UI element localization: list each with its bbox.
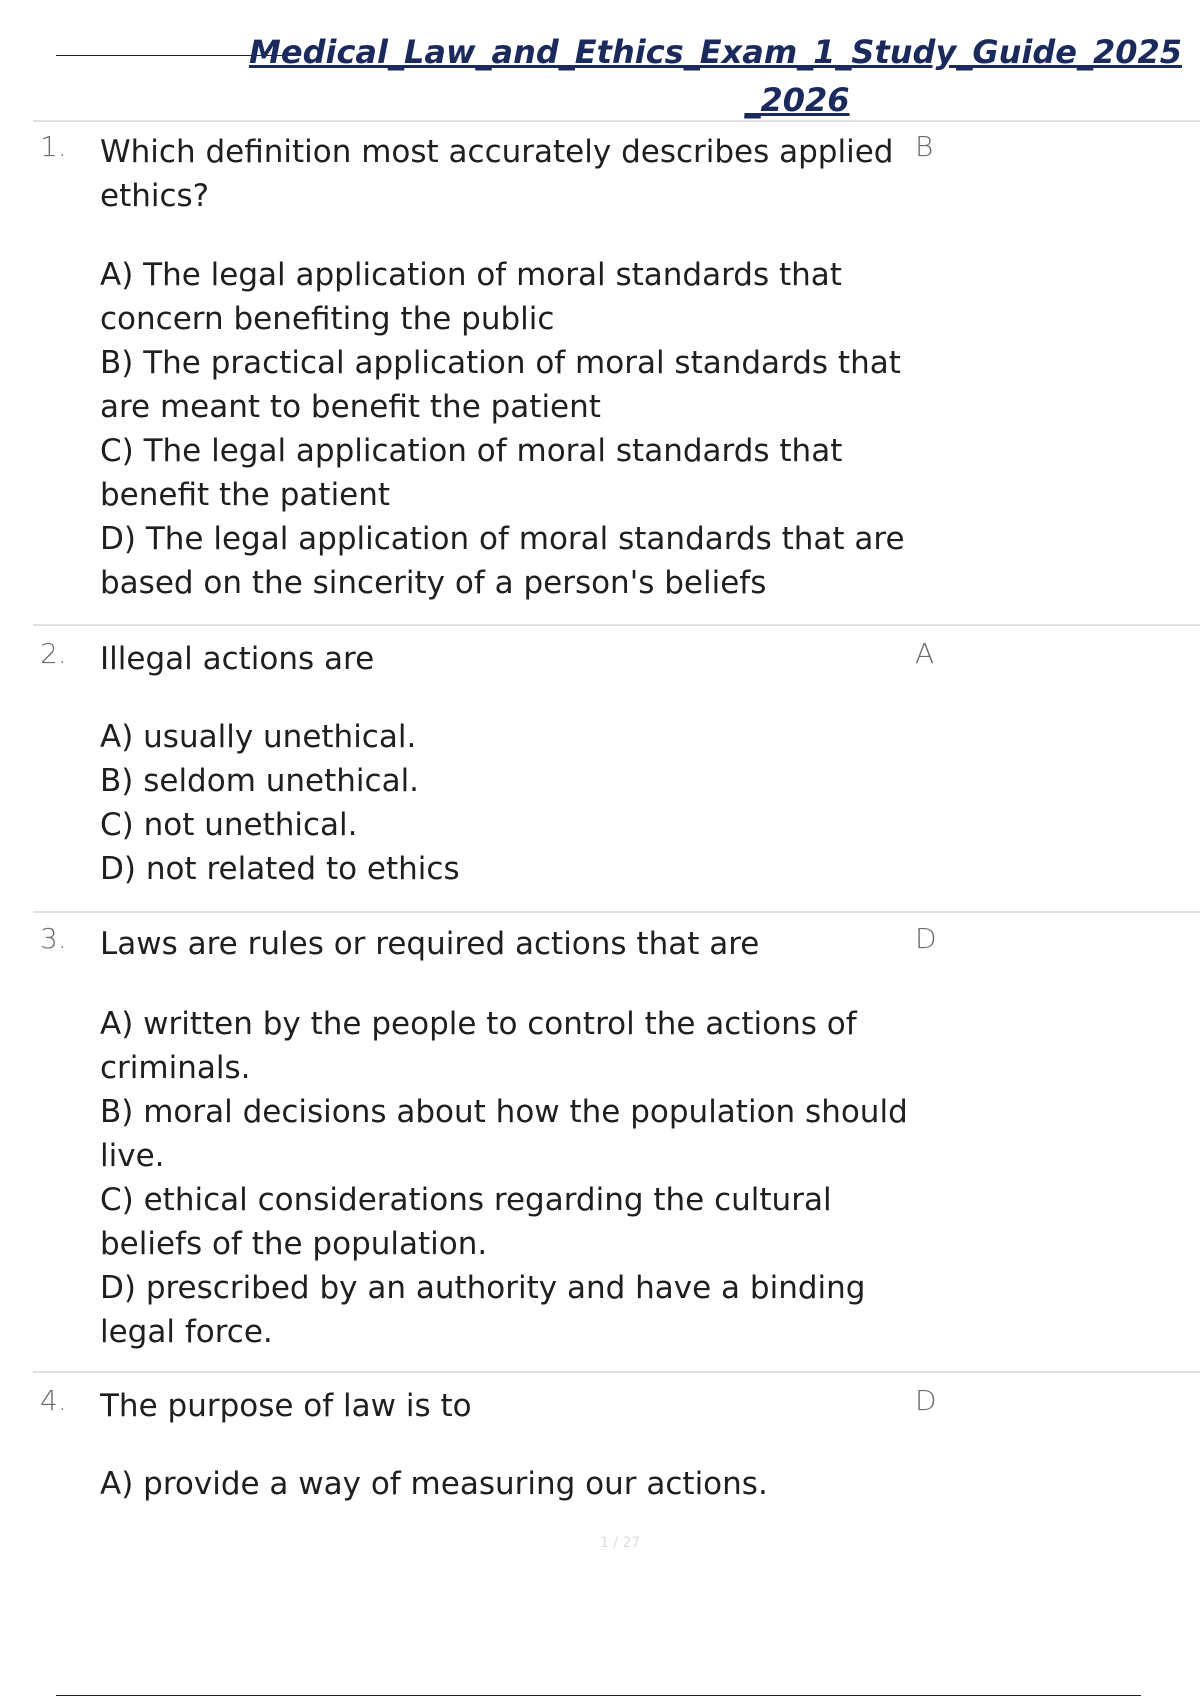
option: C) not unethical.	[100, 807, 358, 843]
question-number: 1.	[40, 130, 67, 163]
footer-rule	[56, 1695, 1141, 1696]
answer-key: B	[915, 130, 934, 163]
option: C) ethical considerations regarding the cultural beliefs of the population.	[100, 1182, 832, 1262]
option: C) The legal application of moral standards that benefit the patient	[100, 433, 843, 513]
page-indicator: 1 / 27	[600, 1535, 641, 1551]
option: B) The practical application of moral standards that are meant to benefit the patient	[100, 345, 901, 425]
question-text: Illegal actions are	[100, 641, 375, 677]
answer-key: D	[915, 922, 937, 955]
answer-key: A	[915, 637, 935, 670]
options-list	[100, 1462, 920, 1506]
options-list	[100, 253, 920, 605]
option: A) usually unethical.	[100, 719, 417, 755]
document-title-line2: _2026	[744, 81, 850, 119]
divider	[33, 120, 1200, 122]
question-number: 3.	[40, 922, 67, 955]
option: B) seldom unethical.	[100, 763, 420, 799]
option: A) written by the people to control the actions of criminals.	[100, 1006, 857, 1086]
option: D) not related to ethics	[100, 851, 460, 887]
document-title	[182, 28, 1182, 124]
question-text: The purpose of law is to	[100, 1388, 472, 1424]
question-number: 2.	[40, 637, 67, 670]
option: B) moral decisions about how the population should live.	[100, 1094, 908, 1174]
question-number: 4.	[40, 1384, 67, 1417]
option: D) prescribed by an authority and have a binding legal force.	[100, 1270, 866, 1350]
option: D) The legal application of moral standards that are based on the sincerity of a person's beliefs	[100, 521, 905, 601]
option: A) provide a way of measuring our actions.	[100, 1466, 768, 1502]
question-text: Which definition most accurately describes applied ethics?	[100, 134, 894, 214]
divider	[33, 911, 1200, 913]
divider	[33, 1371, 1200, 1373]
answer-key: D	[915, 1384, 937, 1417]
options-list	[100, 715, 920, 891]
option: A) The legal application of moral standards that concern benefiting the public	[100, 257, 842, 337]
options-list	[100, 1002, 920, 1354]
divider	[33, 624, 1200, 626]
question-text: Laws are rules or required actions that are	[100, 926, 760, 962]
document-title-line1: Medical_Law_and_Ethics_Exam_1_Study_Guide_2025	[249, 33, 1182, 71]
